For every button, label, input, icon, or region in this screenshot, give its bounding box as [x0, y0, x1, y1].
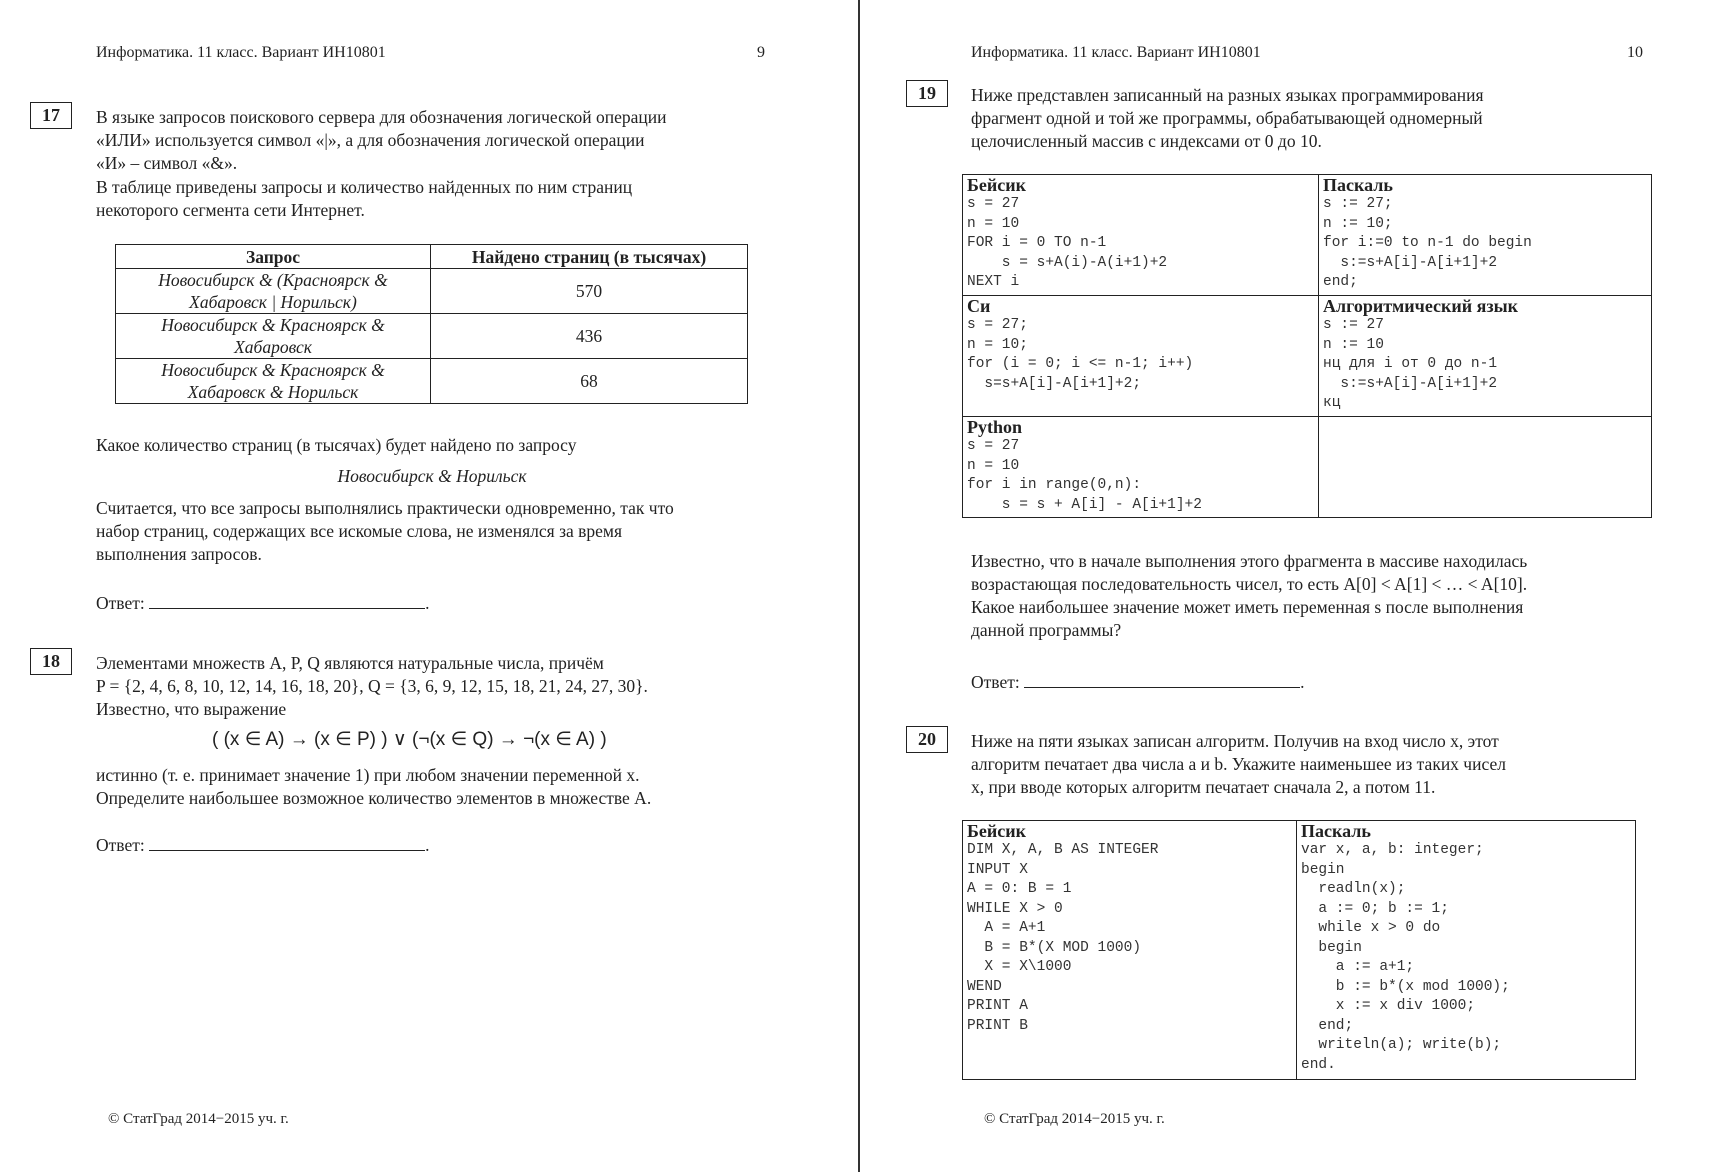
text-line: данной программы? — [971, 620, 1122, 640]
text-line: некоторого сегмента сети Интернет. — [96, 200, 365, 220]
right-page — [860, 0, 1718, 1172]
text-line: Элементами множеств А, P, Q являются натуральные числа, причём — [96, 653, 604, 673]
text-line: целочисленный массив с индексами от 0 до 10. — [971, 131, 1322, 151]
text-line: x, при вводе которых алгоритм печатает сначала 2, а потом 11. — [971, 777, 1436, 797]
code-block: s = 27 n = 10 for i in range(0,n): s = s + A[i] - A[i+1]+2 — [967, 438, 1202, 513]
text-line: алгоритм печатает два числа a и b. Укажите наименьшее из таких чисел — [971, 754, 1506, 774]
language-title: Си — [967, 296, 991, 316]
code-table-20 — [962, 820, 1636, 1080]
task17-query: Новосибирск & Норильск — [337, 466, 527, 486]
text-line: фрагмент одной и той же программы, обрабатывающей одномерный — [971, 108, 1483, 128]
query-cell — [116, 314, 431, 359]
column-header: Найдено страниц (в тысячах) — [431, 245, 748, 269]
count-cell: 570 — [431, 269, 748, 314]
language-title: Бейсик — [967, 175, 1026, 195]
table-row — [116, 314, 748, 359]
code-block: var x, a, b: integer; begin readln(x); a := 0; b := 1; while x > 0 do begin a := a+1; b := b*(x mod 1000); x := x div 1000; end; writeln(a); write(b); end. — [1301, 842, 1510, 1073]
code-block: s = 27; n = 10; for (i = 0; i <= n-1; i++) s=s+A[i]-A[i+1]+2; — [967, 317, 1194, 392]
table-header-row — [116, 245, 748, 269]
query-line: Хабаровск — [234, 337, 312, 357]
code-cell-python — [963, 417, 1319, 518]
task-number-18: 18 — [30, 648, 72, 675]
code-cell-pascal — [1319, 175, 1652, 296]
code-block: s := 27; n := 10; for i:=0 to n-1 do begin s:=s+A[i]-A[i+1]+2 end; — [1323, 196, 1532, 290]
answer-field[interactable] — [149, 834, 425, 851]
logic-expression: ( (x ∈ A) → (x ∈ P) ) ∨ (¬(x ∈ Q) → ¬(x ∈ A) ) — [212, 729, 607, 750]
task19-intro — [971, 84, 1636, 153]
answer-label: Ответ: — [971, 672, 1020, 692]
count-cell: 436 — [431, 314, 748, 359]
task18-condition — [96, 764, 768, 810]
language-title: Паскаль — [1301, 821, 1371, 841]
text-line: набор страниц, содержащих все искомые слова, не изменялся за время — [96, 521, 623, 541]
page-footer: © СтатГрад 2014−2015 уч. г. — [984, 1111, 1165, 1127]
count-cell: 68 — [431, 359, 748, 404]
task18-intro — [96, 652, 768, 721]
query-cell — [116, 359, 431, 404]
answer-19: Ответ: . — [971, 672, 1305, 692]
query-table — [115, 244, 748, 404]
text-line: выполнения запросов. — [96, 544, 262, 564]
page-number: 10 — [1627, 44, 1643, 61]
language-title: Python — [967, 417, 1023, 437]
code-cell-pascal — [1297, 821, 1636, 1080]
task19-question — [971, 550, 1636, 642]
column-header: Запрос — [116, 245, 431, 269]
task17-question: Какое количество страниц (в тысячах) будет найдено по запросу — [96, 435, 577, 455]
query-line: Хабаровск | Норильск) — [189, 292, 357, 312]
query-cell — [116, 269, 431, 314]
code-cell-empty — [1319, 417, 1652, 518]
text-line: истинно (т. е. принимает значение 1) при любом значении переменной x. — [96, 765, 640, 785]
answer-18: Ответ: . — [96, 835, 430, 855]
text-line: P = {2, 4, 6, 8, 10, 12, 14, 16, 18, 20}, Q = {3, 6, 9, 12, 15, 18, 21, 24, 27, 30}. — [96, 676, 648, 696]
code-block: DIM X, A, B AS INTEGER INPUT X A = 0: B = 1 WHILE X > 0 A = A+1 B = B*(X MOD 1000) X = X\1000 WEND PRINT A PRINT B — [967, 842, 1159, 1034]
task17-note — [96, 497, 768, 566]
code-cell-c — [963, 296, 1319, 417]
answer-field[interactable] — [1024, 671, 1300, 688]
answer-field[interactable] — [149, 592, 425, 609]
answer-label: Ответ: — [96, 835, 145, 855]
text-line: В языке запросов поискового сервера для обозначения логической операции — [96, 107, 667, 127]
page-footer: © СтатГрад 2014−2015 уч. г. — [108, 1111, 289, 1127]
text-line: Какое наибольшее значение может иметь переменная s после выполнения — [971, 597, 1524, 617]
text-line: Ниже на пяти языках записан алгоритм. Получив на вход число x, этот — [971, 731, 1499, 751]
task-number-17: 17 — [30, 102, 72, 129]
text-line: Считается, что все запросы выполнялись практически одновременно, так что — [96, 498, 674, 518]
table-row — [116, 269, 748, 314]
task17-table-intro — [96, 176, 768, 222]
text-line: «И» – символ «&». — [96, 153, 238, 173]
code-block: s = 27 n = 10 FOR i = 0 TO n-1 s = s+A(i)-A(i+1)+2 NEXT i — [967, 196, 1168, 290]
text-line: Ниже представлен записанный на разных языках программирования — [971, 85, 1484, 105]
answer-17: Ответ: . — [96, 593, 430, 613]
language-title: Паскаль — [1323, 175, 1393, 195]
page-header: Информатика. 11 класс. Вариант ИН10801 — [96, 44, 386, 61]
language-title: Бейсик — [967, 821, 1026, 841]
code-cell-alg — [1319, 296, 1652, 417]
query-line: Новосибирск & Красноярск & — [161, 360, 385, 380]
task-number-19: 19 — [906, 80, 948, 107]
query-line: Хабаровск & Норильск — [187, 382, 359, 402]
text-line: Известно, что в начале выполнения этого фрагмента в массиве находилась — [971, 551, 1528, 571]
text-line: Известно, что выражение — [96, 699, 287, 719]
task-number-20: 20 — [906, 726, 948, 753]
text-line: возрастающая последовательность чисел, то есть A[0] < A[1] < … < A[10]. — [971, 574, 1528, 594]
text-line: В таблице приведены запросы и количество найденных по ним страниц — [96, 177, 633, 197]
language-title: Алгоритмический язык — [1323, 296, 1519, 316]
task17-intro — [96, 106, 768, 175]
task20-intro — [971, 730, 1636, 799]
text-line: «ИЛИ» используется символ «|», а для обозначения логической операции — [96, 130, 645, 150]
code-block: s := 27 n := 10 нц для i от 0 до n-1 s:=s+A[i]-A[i+1]+2 кц — [1323, 317, 1498, 411]
code-cell-basic — [963, 175, 1319, 296]
query-line: Новосибирск & (Красноярск & — [158, 270, 388, 290]
answer-label: Ответ: — [96, 593, 145, 613]
code-table-19 — [962, 174, 1652, 518]
left-page — [0, 0, 858, 1172]
query-line: Новосибирск & Красноярск & — [161, 315, 385, 335]
page-header: Информатика. 11 класс. Вариант ИН10801 — [971, 44, 1261, 61]
table-row — [116, 359, 748, 404]
code-cell-basic — [963, 821, 1297, 1080]
text-line: Определите наибольшее возможное количество элементов в множестве A. — [96, 788, 652, 808]
page-number: 9 — [757, 44, 765, 61]
